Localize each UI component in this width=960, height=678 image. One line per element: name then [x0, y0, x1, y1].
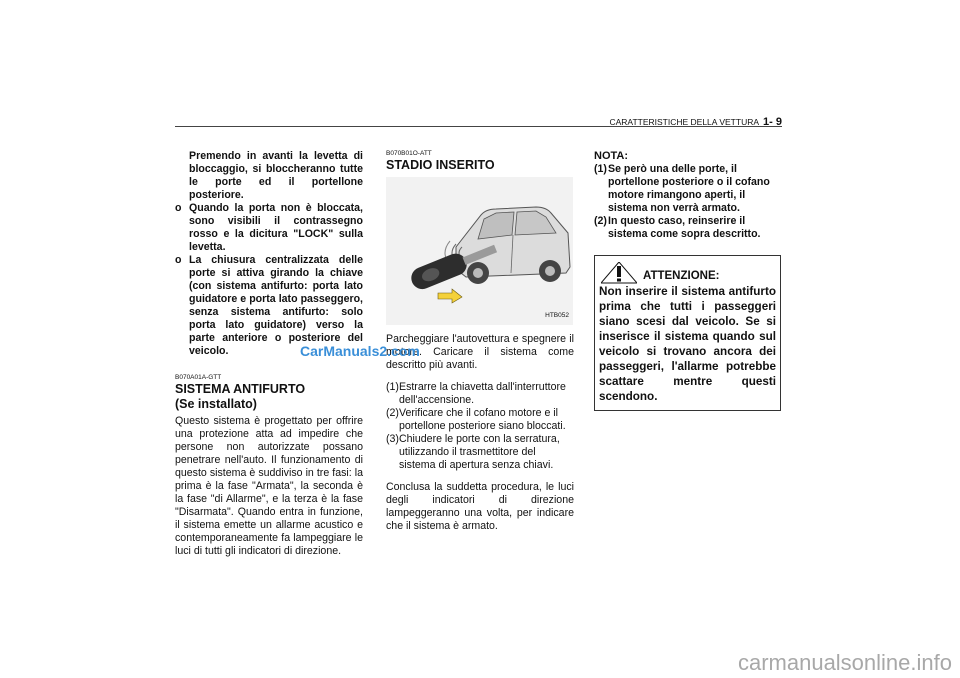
step-text: Chiudere le porte con la serratura, utilizzando il trasmettitore del sistema di apertura senza chiavi.	[399, 433, 560, 471]
note-text: Se però una delle porte, il portellone posteriore o il cofano motore rimangono aperti, il sistema non verrà armato.	[608, 163, 770, 214]
section-subtitle: (Se installato)	[175, 397, 257, 411]
running-header	[609, 116, 782, 128]
column-middle	[386, 150, 574, 533]
list-item	[175, 202, 363, 254]
section-title: SISTEMA ANTIFURTO	[175, 382, 306, 396]
column-right	[594, 150, 782, 411]
list-item	[594, 215, 782, 241]
note-marker: (1)	[594, 163, 607, 175]
warning-box	[594, 255, 781, 411]
section-code: B070B01O-ATT	[386, 150, 432, 157]
figure-code: HTB052	[545, 312, 569, 319]
intro-text: Parcheggiare l'autovettura e spegnere il motore. Caricare il sistema come descritto più avanti.	[386, 333, 574, 371]
bullet-text: La chiusura centralizzata delle porte si attiva girando la chiave (con sistema antifurto: porta lato guidatore e porta lato passeggero, senza sistema antifurto: solo porta lato guidatore) verso la parte anteriore o posteriore del veicolo.	[189, 254, 363, 357]
outro-text: Conclusa la suddetta procedura, le luci degli indicatori di direzione lampeggeranno una volta, per indicare che il sistema è armato.	[386, 481, 574, 532]
step-marker: (1)	[386, 381, 399, 393]
steps-list	[386, 381, 574, 472]
page-number: 1- 9	[763, 116, 782, 128]
section-title: STADIO INSERITO	[386, 158, 495, 172]
bullet-marker: o	[175, 202, 182, 214]
list-item	[386, 407, 574, 433]
warning-text: Non inserire il sistema antifurto prima che tutti i passeggeri siano scesi dal veicolo. Se si inserisce il sistema quando sul veicolo si trovano ancora dei passeggeri, l'allarme potrebbe scattare mentre questi scendono.	[599, 285, 776, 403]
section-title: CARATTERISTICHE DELLA VETTURA	[609, 117, 760, 127]
step-marker: (3)	[386, 433, 399, 445]
footer-watermark[interactable]: carmanualsonline.info	[737, 650, 952, 675]
car-key-illustration	[386, 177, 573, 325]
note-text: In questo caso, reinserire il sistema come sopra descritto.	[608, 215, 761, 240]
intro-text: Premendo in avanti la levetta di bloccaggio, si bloccheranno tutte le porte ed il portellone posteriore.	[189, 150, 363, 201]
bullet-marker: o	[175, 254, 182, 266]
note-list	[594, 163, 782, 241]
note-title: NOTA:	[594, 150, 629, 162]
list-item	[386, 381, 574, 407]
note-marker: (2)	[594, 215, 607, 227]
list-item	[175, 150, 363, 202]
step-text: Verificare che il cofano motore e il portellone posteriore siano bloccati.	[399, 407, 566, 432]
step-text: Estrarre la chiavetta dall'interruttore dell'accensione.	[399, 381, 566, 406]
list-item	[386, 433, 574, 472]
step-marker: (2)	[386, 407, 399, 419]
list-item	[594, 163, 782, 215]
watermark-link[interactable]: CarManuals2.com	[300, 343, 420, 359]
section-body: Questo sistema è progettato per offrire una protezione atta ad impedire che persone non autorizzate possano penetrare nell'auto. Il funzionamento di questo sistema è suddiviso in tre fasi: la prima è la fase "Armata", la seconda è la fase "di Allarme", e la terza è la fase "Disarmata". Quando entra in funzione, il sistema emette un allarme acustico e contemporaneamente fa lampeggiare le luci di tutti gli indicatori di direzione.	[175, 415, 363, 557]
warning-title: ATTENZIONE:	[643, 270, 720, 282]
car-illustration	[386, 177, 573, 325]
warning-icon	[601, 262, 637, 284]
warning-header	[599, 262, 776, 284]
bullet-text: Quando la porta non è bloccata, sono visibili il contrassegno rosso e la dicitura "LOCK" sulla levetta.	[189, 202, 363, 253]
section-code: B070A01A-GTT	[175, 374, 222, 381]
lock-bullets	[175, 150, 363, 358]
